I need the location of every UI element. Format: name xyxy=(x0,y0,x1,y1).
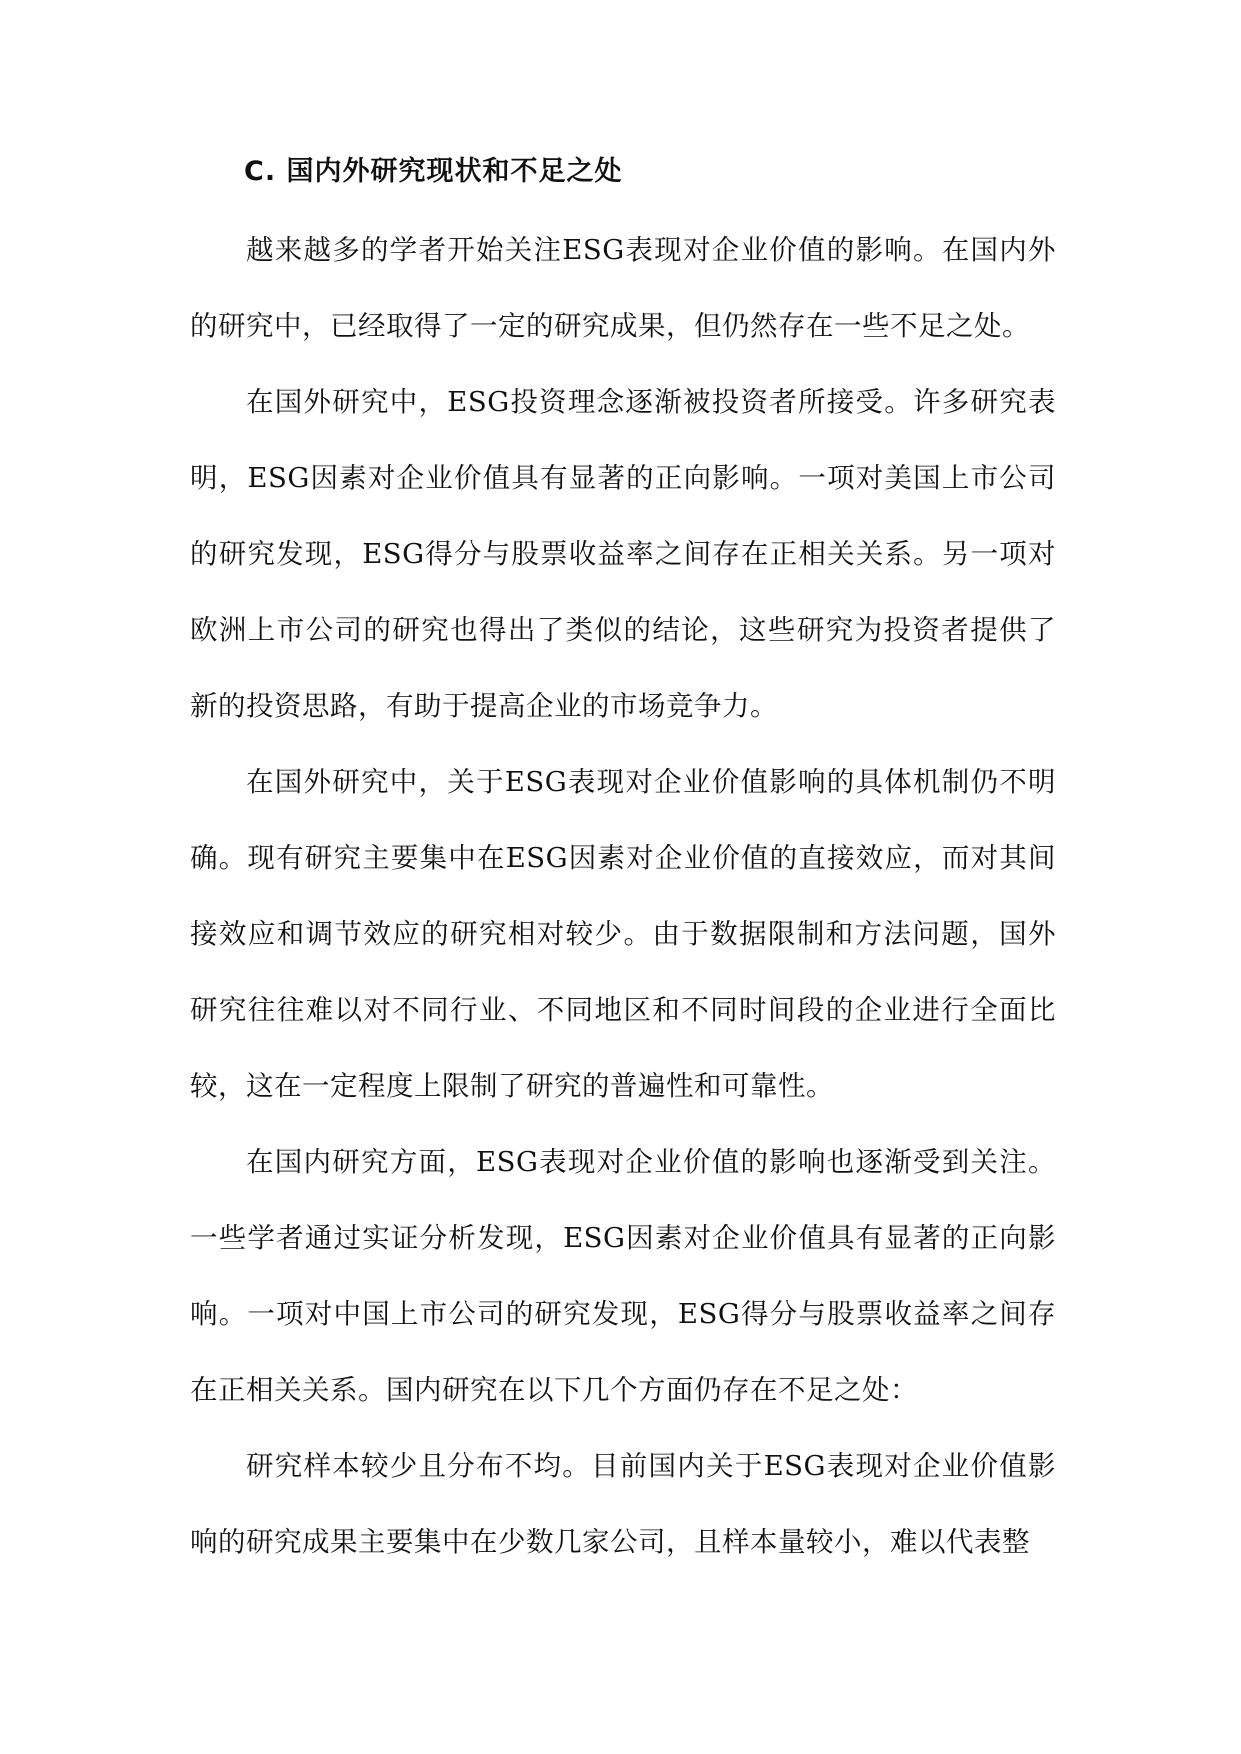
page-content xyxy=(190,140,1056,1580)
paragraph-foreign-mechanism: 在国外研究中，关于ESG表现对企业价值影响的具体机制仍不明确。现有研究主要集中在ESG因素对企业价值的直接效应，而对其间接效应和调节效应的研究相对较少。由于数据限制和方法问题，国外研究往往难以对不同行业、不同地区和不同时间段的企业进行全面比较，这在一定程度上限制了研究的普遍性和可靠性。 xyxy=(190,766,1056,1102)
paragraph-intro: 越来越多的学者开始关注ESG表现对企业价值的影响。在国内外的研究中，已经取得了一定的研究成果，但仍然存在一些不足之处。 xyxy=(190,234,1056,342)
paragraph-foreign-research: 在国外研究中，ESG投资理念逐渐被投资者所接受。许多研究表明，ESG因素对企业价值具有显著的正向影响。一项对美国上市公司的研究发现，ESG得分与股票收益率之间存在正相关关系。另一项对欧洲上市公司的研究也得出了类似的结论，这些研究为投资者提供了新的投资思路，有助于提高企业的市场竞争力。 xyxy=(190,386,1056,722)
paragraph-sample-limitation: 研究样本较少且分布不均。目前国内关于ESG表现对企业价值影响的研究成果主要集中在少数几家公司，且样本量较小，难以代表整 xyxy=(190,1450,1056,1558)
section-heading: C. 国内外研究现状和不足之处 xyxy=(244,156,623,187)
paragraph-domestic-research: 在国内研究方面，ESG表现对企业价值的影响也逐渐受到关注。一些学者通过实证分析发现，ESG因素对企业价值具有显著的正向影响。一项对中国上市公司的研究发现，ESG得分与股票收益率之间存在正相关关系。国内研究在以下几个方面仍存在不足之处： xyxy=(190,1146,1056,1406)
